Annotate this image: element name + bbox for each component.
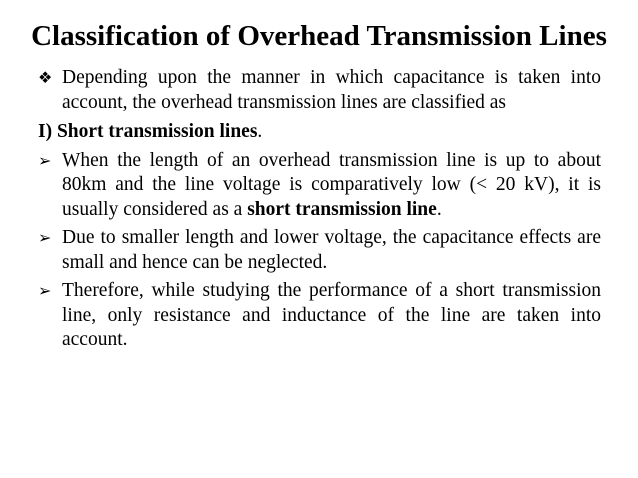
- arrow-bullet-icon: ➢: [38, 150, 52, 170]
- slide-body: [38, 66, 601, 353]
- intro-text: Depending upon the manner in which capacitance is taken into account, the overhead transmission lines are classified as: [62, 67, 601, 113]
- diamond-bullet-icon: ❖: [38, 68, 53, 87]
- arrow-bullet-icon: ➢: [38, 228, 52, 247]
- bullet-item-3: [38, 279, 601, 353]
- slide-title: Classification of Overhead Transmission Lines: [31, 20, 607, 52]
- intro-item: [38, 66, 601, 115]
- bullet-item-1: [38, 149, 601, 223]
- bullet-1-text-before: When the length of an overhead transmission line is up to about 80km and the line voltage is comparatively low (< 20 kV), it is usually considered as a: [62, 149, 601, 220]
- arrow-bullet-icon: ➢: [38, 281, 52, 300]
- bullet-2-text: Due to smaller length and lower voltage, the capacitance effects are small and hence can be neglected.: [62, 227, 601, 273]
- section-heading-suffix: .: [257, 121, 263, 142]
- section-heading: [38, 120, 601, 145]
- section-heading-label: I) Short transmission lines: [38, 121, 258, 142]
- bullet-item-2: [38, 226, 601, 275]
- bullet-1-bold-term: short transmission line: [247, 198, 437, 220]
- bullet-1-text-after: .: [436, 198, 442, 220]
- bullet-3-text: Therefore, while studying the performance of a short transmission line, only resistance and inductance of the line are taken into account.: [62, 280, 601, 350]
